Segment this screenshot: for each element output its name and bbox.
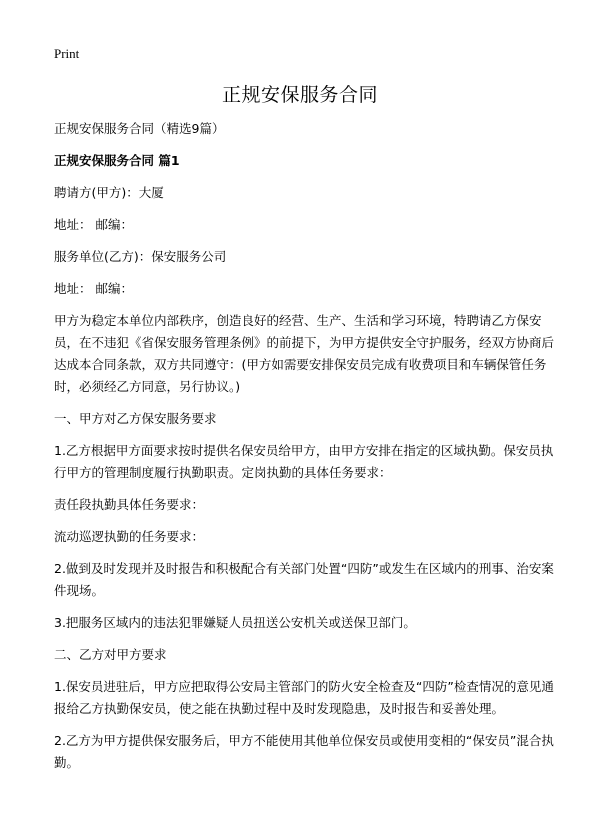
party-b-line: 服务单位(乙方)：保安服务公司 [54, 249, 227, 264]
section-heading: 正规安保服务合同 篇1 [54, 153, 180, 168]
party-a-line: 聘请方(甲方)：大厦 [54, 185, 164, 200]
clause-heading-2: 二、乙方对甲方要求 [54, 647, 167, 662]
document-body [54, 118, 554, 784]
clause-paragraph: 3.把服务区域内的违法犯罪嫌疑人员扭送公安机关或送保卫部门。 [54, 615, 416, 630]
clause-heading-1: 一、甲方对乙方保安服务要求 [54, 411, 217, 426]
party-a-address-line: 地址： 邮编： [54, 217, 133, 232]
clause-paragraph: 1.乙方根据甲方面要求按时提供名保安员给甲方，由甲方安排在指定的区域执勤。保安员执行甲方的管理制度履行执勤职责。定岗执勤的具体任务要求： [54, 443, 554, 480]
clause-paragraph: 1.保安员进驻后，甲方应把取得公安局主管部门的防火安全检查及“四防”检查情况的意见通报给乙方执勤保安员，使之能在执勤过程中及时发现隐患，及时报告和妥善处理。 [54, 679, 554, 716]
print-link[interactable]: Print [54, 46, 80, 61]
clause-paragraph: 2.做到及时发现并及时报告和积极配合有关部门处置“四防”或发生在区域内的刑事、治安案件现场。 [54, 561, 554, 598]
party-b-address-line: 地址： 邮编： [54, 281, 133, 296]
clause-paragraph: 2.乙方为甲方提供保安服务后，甲方不能使用其他单位保安员或使用变相的“保安员”混合执勤。 [54, 733, 554, 770]
preamble-paragraph: 甲方为稳定本单位内部秩序，创造良好的经营、生产、生活和学习环境，特聘请乙方保安员，在不违犯《省保安服务管理条例》的前提下，为甲方提供安全守护服务，经双方协商后达成本合同条款，双方共同遵守：(甲方如需要安排保安员完成有收费项目和车辆保管任务时，必须经乙方同意，另行协议。) [54, 313, 555, 394]
page-title: 正规安保服务合同 [221, 84, 378, 106]
clause-paragraph: 流动巡逻执勤的任务要求： [54, 529, 205, 544]
clause-paragraph: 责任段执勤具体任务要求： [54, 497, 205, 512]
document-subtitle: 正规安保服务合同（精选9篇） [54, 121, 225, 136]
